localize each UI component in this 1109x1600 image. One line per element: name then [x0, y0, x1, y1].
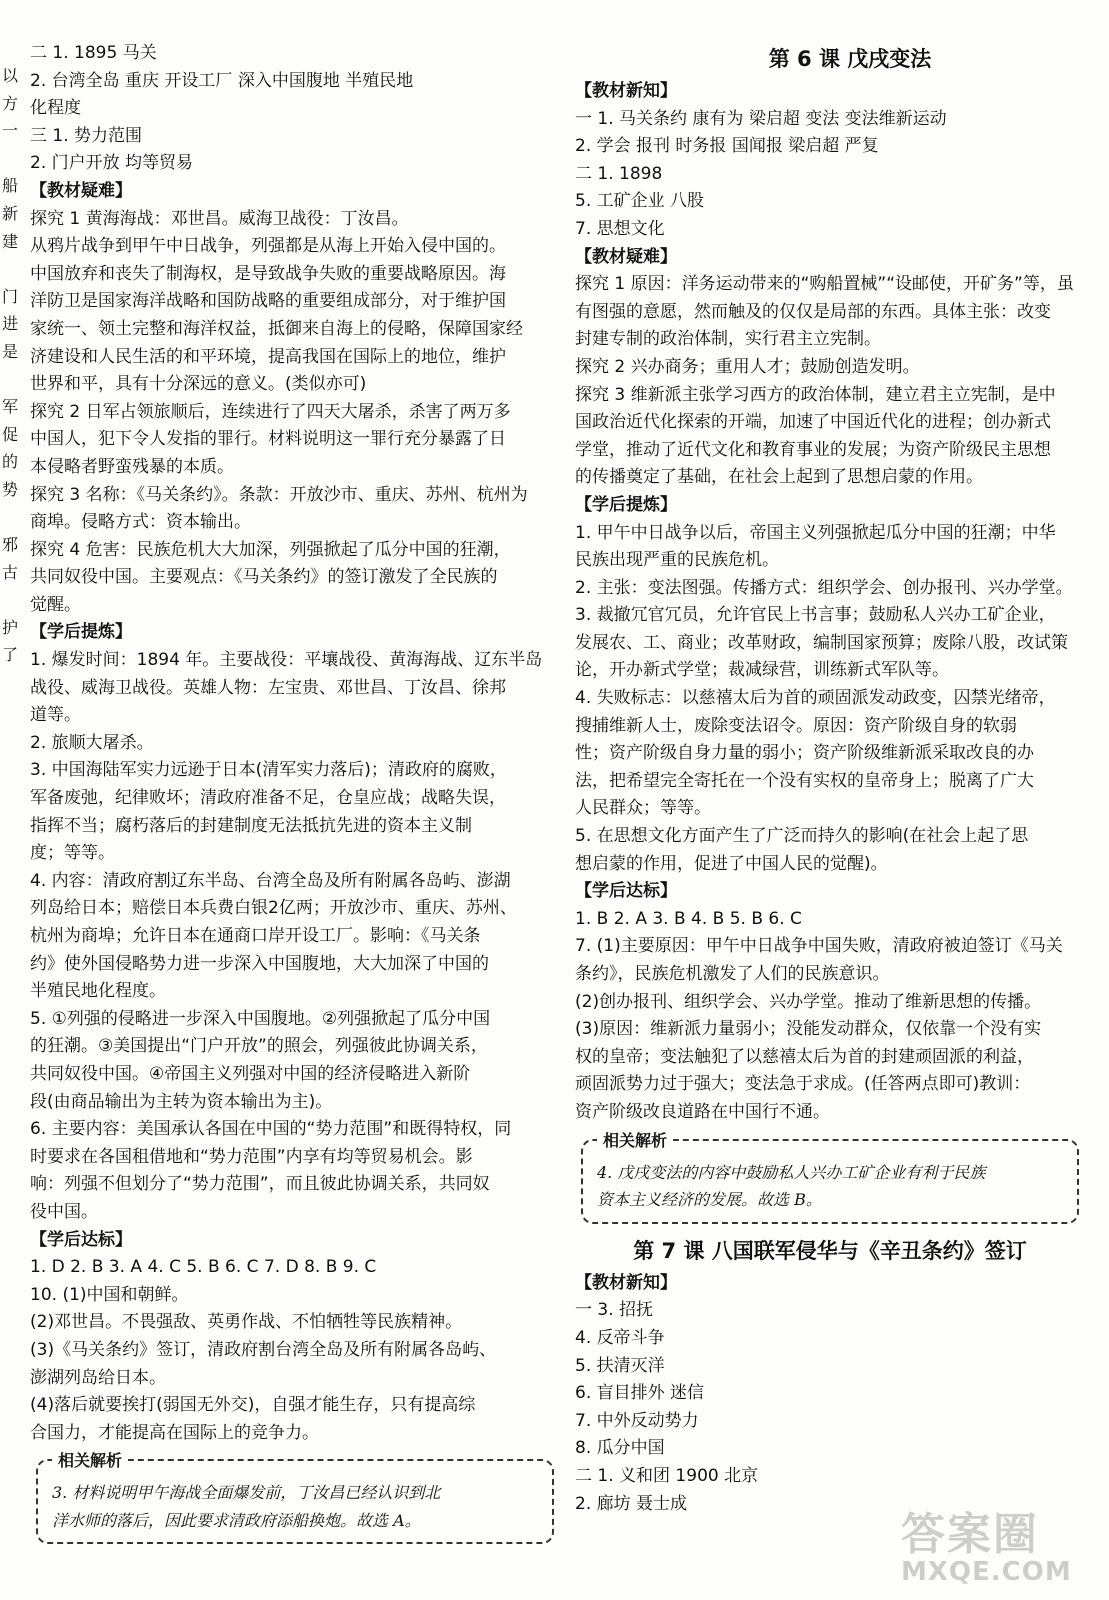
- analysis-note-text: [52, 1479, 542, 1534]
- text-line: 1. B 2. A 3. B 4. B 5. B 6. C: [575, 908, 802, 929]
- text-line: 二 1. 义和团 1900 北京: [575, 1465, 759, 1486]
- edge-char: 是: [2, 341, 19, 361]
- edge-char: 船: [2, 176, 19, 196]
- text-line: (2)创办报刊、组织学会、兴办学堂。推动了维新思想的传播。: [575, 991, 1042, 1012]
- text-line: 4. 反帝斗争: [575, 1327, 665, 1348]
- text-line: 10. (1)中国和朝鲜。: [30, 1284, 189, 1305]
- analysis-note-text: [597, 1159, 1067, 1214]
- edge-char: 进: [2, 314, 19, 334]
- lesson-6-title: 第 6 课 戊戌变法: [768, 47, 932, 71]
- text-line: 列岛给日本；赔偿日本兵费白银2亿两；开放沙市、重庆、苏州、: [30, 898, 517, 919]
- text-line: 探究 2 兴办商务；重用人才；鼓励创造发明。: [575, 356, 920, 377]
- text-line: (2)邓世昌。不畏强敌、英勇作战、不怕牺牲等民族精神。: [30, 1312, 463, 1333]
- text-line: 人民群众；等等。: [575, 798, 711, 819]
- section-heading: 【学后提炼】: [30, 622, 132, 643]
- text-line: 二 1. 1898: [575, 163, 663, 184]
- left-column: [30, 40, 560, 1552]
- text-line: 顽固派势力过于强大；变法急于求成。(任答两点即可)教训：: [575, 1074, 1031, 1095]
- analysis-note-box-right: [581, 1130, 1079, 1224]
- edge-char: 了: [2, 645, 19, 665]
- text-line: (3)《马关条约》签订，清政府割台湾全岛及所有附属各岛屿、: [30, 1339, 497, 1360]
- text-line: (4)落后就要挨打(弱国无外交)，自强才能生存，只有提高综: [30, 1395, 476, 1416]
- text-line: 指挥不当；腐朽落后的封建制度无法抵抗先进的资本主义制: [30, 815, 472, 836]
- text-line: 家统一、领土完整和海洋权益，抵御来自海上的侵略，保障国家经: [30, 318, 523, 339]
- note-line: 4. 戊戌变法的内容中鼓励私人兴办工矿企业有利于民族: [597, 1162, 986, 1182]
- text-line: 化程度: [30, 98, 81, 119]
- text-line: 5. 扶清灭洋: [575, 1355, 665, 1376]
- text-line: 6. 盲目排外 迷信: [575, 1383, 705, 1404]
- text-line: 封建专制的政治体制，实行君主立宪制。: [575, 329, 881, 350]
- edge-char: 邪: [2, 535, 19, 555]
- text-line: 有图强的意愿，然而触及的仅仅是局部的东西。具体主张：改变: [575, 301, 1051, 322]
- text-line: 战役、威海卫战役。英雄人物：左宝贵、邓世昌、丁汝昌、徐邦: [30, 677, 506, 698]
- text-line: 5. 在思想文化方面产生了广泛而持久的影响(在社会上起了思: [575, 826, 1029, 847]
- edge-char: 护: [2, 617, 19, 637]
- text-line: 的传播奠定了基础，在社会上起到了思想启蒙的作用。: [575, 467, 983, 488]
- edge-char: [2, 504, 22, 532]
- text-line: 3. 中国海陆军实力远逊于日本(清军实力落后)；清政府的腐败，: [30, 760, 507, 781]
- edge-char: 军: [2, 397, 19, 417]
- watermark-logo: [901, 1509, 1101, 1592]
- left-text-block: [30, 40, 560, 1447]
- text-line: 共同奴役中国。主要观点：《马关条约》的签订激发了全民族的: [30, 567, 498, 588]
- left-edge-fragment-column: [2, 62, 22, 669]
- text-line: 役中国。: [30, 1201, 98, 1222]
- text-line: 学堂，推动了近代文化和教育事业的发展；为资产阶级民主思想: [575, 439, 1051, 460]
- text-line: 4. 失败标志：以慈禧太后为首的顽固派发动政变，囚禁光绪帝，: [575, 688, 1056, 709]
- text-line: 度；等等。: [30, 843, 115, 864]
- text-line: 2. 主张：变法图强。传播方式：组织学会、创办报刊、兴办学堂。: [575, 577, 1073, 598]
- text-line: 约》使外国侵略势力进一步深入中国腹地，大大加深了中国的: [30, 953, 489, 974]
- text-line: 2. 门户开放 均等贸易: [30, 153, 194, 174]
- text-line: 段(由商品输出为主转为资本输出为主)。: [30, 1091, 333, 1112]
- lesson-6-text-block: [575, 78, 1085, 1127]
- text-line: 2. 廊坊 聂士成: [575, 1493, 688, 1514]
- text-line: 洋防卫是国家海洋战略和国防战略的重要组成部分，对于维护国: [30, 291, 506, 312]
- text-line: 道等。: [30, 705, 81, 726]
- text-line: 探究 1 黄海海战：邓世昌。威海卫战役：丁汝昌。: [30, 208, 409, 229]
- note-line: 资本主义经济的发展。故选 B。: [597, 1190, 822, 1210]
- text-line: 8. 瓜分中国: [575, 1438, 665, 1459]
- edge-char: 方: [2, 93, 19, 113]
- note-line: 洋水师的落后，因此要求清政府添船换炮。故选 A。: [52, 1510, 421, 1530]
- text-line: 探究 1 原因：洋务运动带来的“购船置械”“设邮使，开矿务”等，虽: [575, 274, 1074, 295]
- text-line: 本侵略者野蛮残暴的本质。: [30, 456, 234, 477]
- text-line: 世界和平，具有十分深远的意义。(类似亦可): [30, 374, 367, 395]
- section-heading: 【教材疑难】: [575, 246, 677, 267]
- watermark-text: 答案圈: [901, 1509, 1039, 1560]
- section-heading: 【学后达标】: [575, 881, 677, 902]
- text-line: 想启蒙的作用，促进了中国人民的觉醒)。: [575, 853, 888, 874]
- text-line: (3)原因：维新派力量弱小；没能发动群众，仅依靠一个没有实: [575, 1019, 1042, 1040]
- text-line: 发展农、工、商业；改革财政，编制国家预算；废除八股，改试策: [575, 632, 1068, 653]
- text-line: 7. (1)主要原因：甲午中日战争中国失败，清政府被迫签订《马关: [575, 936, 1063, 957]
- text-line: 从鸦片战争到甲午中日战争，列强都是从海上开始入侵中国的。: [30, 236, 506, 257]
- text-line: 2. 学会 报刊 时务报 国闻报 梁启超 严复: [575, 136, 879, 157]
- edge-char: 古: [2, 562, 19, 582]
- edge-char: 的: [2, 452, 19, 472]
- text-line: 合国力，才能提高在国际上的竞争力。: [30, 1422, 319, 1443]
- text-line: 1. 爆发时间：1894 年。主要战役：平壤战役、黄海海战、辽东半岛: [30, 650, 543, 671]
- analysis-note-title: 相关解析: [52, 1447, 128, 1475]
- text-line: 杭州为商埠；允许日本在通商口岸开设工厂。影响：《马关条: [30, 926, 481, 946]
- text-line: 性；资产阶级自身力量的弱小；资产阶级维新派采取改良的办: [575, 743, 1034, 764]
- text-line: 搜捕维新人士，废除变法诏令。原因：资产阶级自身的软弱: [575, 715, 1017, 736]
- text-line: 共同奴役中国。④帝国主义列强对中国的经济侵略进入新阶: [30, 1063, 471, 1084]
- edge-char: 势: [2, 479, 19, 499]
- section-heading: 【教材新知】: [575, 1272, 677, 1293]
- text-line: 2. 旅顺大屠杀。: [30, 732, 154, 753]
- text-line: 二 1. 1895 马关: [30, 43, 157, 63]
- text-line: 济建设和人民生活的和平环境，提高我国在国际上的地位，维护: [30, 346, 506, 367]
- text-line: 中国人，犯下令人发指的罪行。材料说明这一罪行充分暴露了日: [30, 429, 506, 450]
- text-line: 2. 台湾全岛 重庆 开设工厂 深入中国腹地 半殖民地: [30, 70, 414, 91]
- text-line: 觉醒。: [30, 594, 81, 615]
- text-line: 的狂潮。③美国提出“门户开放”的照会，列强彼此协调关系，: [30, 1036, 488, 1057]
- text-line: 5. ①列强的侵略进一步深入中国腹地。②列强掀起了瓜分中国: [30, 1008, 491, 1029]
- text-line: 4. 内容：清政府割辽东半岛、台湾全岛及所有附属各岛屿、澎湖: [30, 870, 511, 891]
- edge-char: [2, 366, 22, 394]
- text-line: 5. 工矿企业 八股: [575, 191, 705, 212]
- edge-char: 一: [2, 121, 19, 141]
- edge-char: [2, 586, 22, 614]
- text-line: 国政治近代化探索的开端，加速了中国近代化的进程；创办新式: [575, 412, 1051, 433]
- analysis-note-title: 相关解析: [597, 1127, 673, 1155]
- text-line: 一 1. 马关条约 康有为 梁启超 变法 变法维新运动: [575, 108, 947, 129]
- text-line: 1. D 2. B 3. A 4. C 5. B 6. C 7. D 8. B 9. C: [30, 1257, 377, 1278]
- text-line: 军备废弛，纪律败坏；清政府准备不足，仓皇应战；战略失误，: [30, 788, 506, 809]
- right-column: [575, 40, 1085, 1518]
- text-line: 论，开办新式学堂；裁减绿营，训练新式军队等。: [575, 660, 949, 681]
- text-line: 7. 思想文化: [575, 218, 665, 239]
- lesson-7-title: 第 7 课 八国联军侵华与《辛丑条约》签订: [633, 1238, 1027, 1263]
- edge-char: 新: [2, 203, 19, 223]
- text-line: 半殖民地化程度。: [30, 981, 166, 1002]
- text-line: 探究 4 危害：民族危机大大加深，列强掀起了瓜分中国的狂潮，: [30, 539, 511, 560]
- lesson-7-text-block: [575, 1270, 1085, 1518]
- text-line: 条约》，民族危机激发了人们的民族意识。: [575, 964, 890, 984]
- section-heading: 【教材疑难】: [30, 180, 132, 201]
- text-line: 7. 中外反动势力: [575, 1410, 699, 1431]
- edge-char: 促: [2, 424, 19, 444]
- edge-char: [2, 255, 22, 283]
- text-line: 探究 2 日军占领旅顺后，连续进行了四天大屠杀，杀害了两万多: [30, 401, 511, 422]
- text-line: 探究 3 名称：《马关条约》。条款：开放沙市、重庆、苏州、杭州为: [30, 484, 528, 505]
- text-line: 澎湖列岛给日本。: [30, 1367, 166, 1388]
- section-heading: 【教材新知】: [575, 81, 677, 101]
- text-line: 时要求在各国租借地和“势力范围”内享有均等贸易机会。影: [30, 1146, 473, 1167]
- analysis-note-box-left: [36, 1451, 554, 1544]
- text-line: 法，把希望完全寄托在一个没有实权的皇帝身上；脱离了广大: [575, 770, 1034, 791]
- edge-char: 以: [2, 66, 19, 85]
- text-line: 探究 3 维新派主张学习西方的政治体制，建立君主立宪制，是中: [575, 384, 1056, 405]
- edge-char: 门: [2, 286, 19, 306]
- text-line: 商埠。侵略方式：资本输出。: [30, 512, 251, 533]
- text-line: 资产阶级改良道路在中国行不通。: [575, 1101, 830, 1122]
- edge-char: [2, 145, 22, 173]
- note-line: 3. 材料说明甲午海战全面爆发前，丁汝昌已经认识到北: [52, 1483, 441, 1503]
- text-line: 6. 主要内容：美国承认各国在中国的“势力范围”和既得特权，同: [30, 1119, 512, 1140]
- text-line: 中国放弃和丧失了制海权，是导致战争失败的重要战略原因。海: [30, 263, 506, 284]
- text-line: 1. 甲午中日战争以后，帝国主义列强掀起瓜分中国的狂潮；中华: [575, 522, 1056, 543]
- watermark-url: MXQE.COM: [901, 1557, 1072, 1587]
- text-line: 3. 裁撤冗官冗员，允许官民上书言事；鼓励私人兴办工矿企业，: [575, 605, 1056, 626]
- text-line: 民族出现严重的民族危机。: [575, 550, 779, 571]
- text-line: 权的皇帝；变法触犯了以慈禧太后为首的封建顽固派的利益，: [575, 1046, 1034, 1067]
- section-heading: 【学后提炼】: [575, 494, 677, 515]
- text-line: 响：列强不但划分了“势力范围”，而且彼此协调关系，共同奴: [30, 1174, 490, 1195]
- text-line: 三 1. 势力范围: [30, 125, 143, 146]
- edge-char: 建: [2, 231, 19, 251]
- text-line: 一 3. 招抚: [575, 1300, 654, 1321]
- section-heading: 【学后达标】: [30, 1229, 132, 1250]
